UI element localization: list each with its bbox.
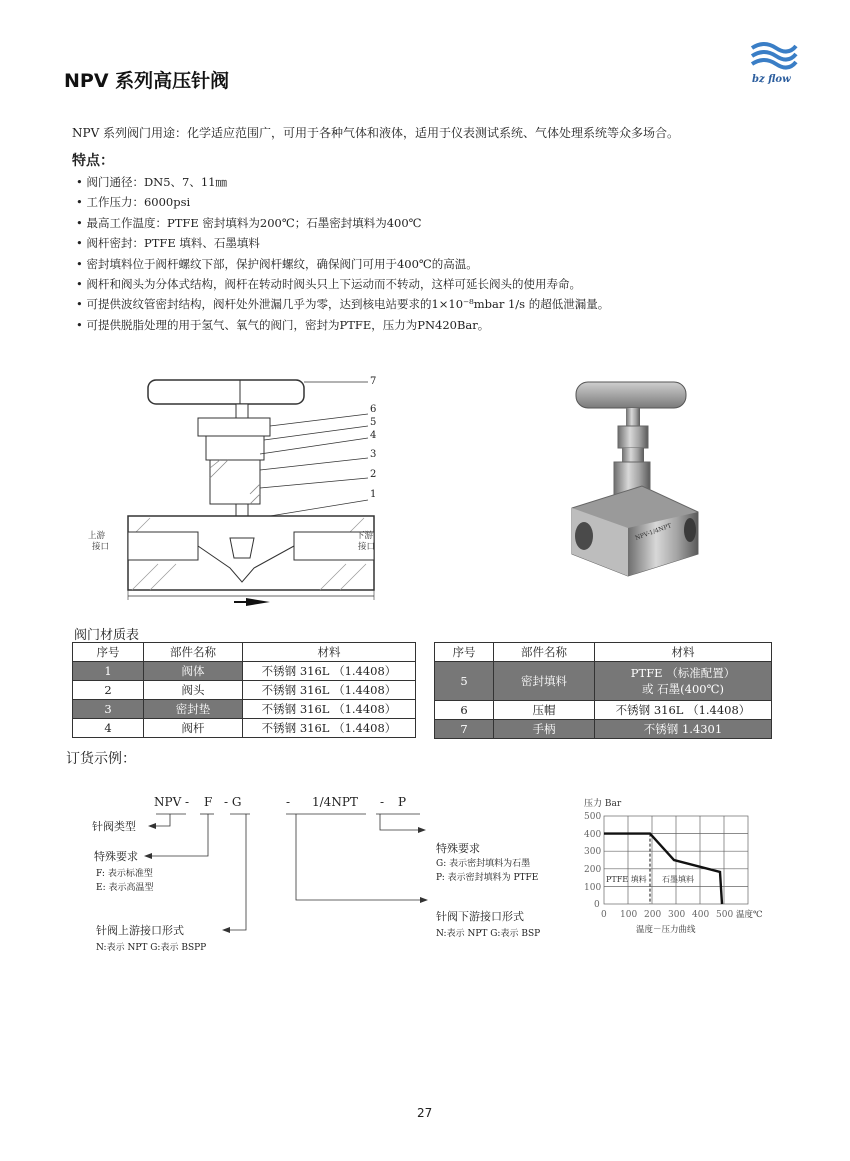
svg-text:500: 500 [716,910,734,920]
materials-heading: 阀门材质表 [74,628,140,643]
code-p: P [398,795,407,809]
table-row: 6 压帽 不锈钢 316L （1.4408） [435,701,772,720]
table-row: 2 阀头 不锈钢 316L （1.4408） [73,681,416,700]
svg-text:200: 200 [644,910,662,920]
table-row: 7 手柄 不锈钢 1.4301 [435,720,772,739]
inlet-label-1: 上游 [88,531,106,541]
col-header-material: 材料 [595,643,772,662]
feature-item: • 阀门通径：DN5、7、11㎜ [76,172,609,192]
feature-item: • 可提供波纹管密封结构，阀杆处外泄漏几乎为零，达到核电站要求的1×10⁻⁸mbar 1/s 的超低泄漏量。 [76,294,609,314]
col-header-no: 序号 [435,643,494,662]
col-header-part: 部件名称 [144,643,243,662]
special-f: F: 表示标准型 [96,869,153,879]
feature-item: • 密封填料位于阀杆螺纹下部，保护阀杆螺纹，确保阀门可用于400℃的高温。 [76,254,609,274]
valve-cross-section [88,368,400,618]
curve-graphite-label: 石墨填料 [662,875,694,884]
order-heading: 订货示例： [66,751,136,767]
feature-item: • 阀杆密封：PTFE 填料、石墨填料 [76,233,609,253]
outlet-label-1: 下游 [356,531,374,541]
code-npv: NPV - [154,795,190,809]
order-code-diagram [90,790,560,960]
upstream-desc: N:表示 NPT G:表示 BSPP [96,943,207,953]
svg-text:0: 0 [601,910,607,920]
col-header-material: 材料 [243,643,416,662]
outlet-label-2: 接口 [358,542,376,552]
right-special-g: G: 表示密封填料为石墨 [436,859,531,869]
features-list [76,172,609,335]
type-label: 针阀类型 [92,820,136,833]
materials-table-left [72,642,416,738]
callout-6: 6 [370,404,377,415]
table-row: 3 密封垫 不锈钢 316L （1.4408） [73,700,416,719]
feature-item: • 可提供脱脂处理的用于氢气、氧气的阀门，密封为PTFE，压力为PN420Bar。 [76,315,609,335]
callout-5: 5 [370,417,377,428]
feature-item: • 最高工作温度：PTFE 密封填料为200℃；石墨密封填料为400℃ [76,213,609,233]
upstream-label: 针阀上游接口形式 [96,924,184,937]
callout-3: 3 [370,449,377,460]
right-special-label: 特殊要求 [436,842,480,855]
callout-2: 2 [370,469,377,480]
inlet-label-2: 接口 [92,542,110,552]
downstream-label: 针阀下游接口形式 [436,910,524,923]
svg-text:400: 400 [692,910,710,920]
svg-text:0: 0 [594,900,600,910]
curve-caption: 温度－压力曲线 [636,925,696,935]
code-dash2: - [380,795,385,809]
right-special-p: P: 表示密封填料为 PTFE [436,873,539,883]
svg-text:200: 200 [584,865,602,875]
photo-engraving: NPV-1/4NPT [634,522,673,542]
callout-4: 4 [370,430,377,441]
svg-text:400: 400 [584,830,602,840]
code-f: F [204,795,213,809]
feature-item: • 阀杆和阀头为分体式结构，阀杆在转动时阀头只上下运动而不转动，这样可延长阀头的使用寿命。 [76,274,609,294]
svg-text:300: 300 [584,847,602,857]
brand-logo [744,38,800,88]
code-conn: 1/4NPT [312,795,358,809]
code-g: - G [224,795,242,809]
callout-1: 1 [370,489,377,500]
code-dash: - [286,795,291,809]
downstream-desc: N:表示 NPT G:表示 BSP [436,929,541,939]
callout-7: 7 [370,376,377,387]
table-row: 1 阀体 不锈钢 316L （1.4408） [73,662,416,681]
col-header-no: 序号 [73,643,144,662]
table-row: 4 阀杆 不锈钢 316L （1.4408） [73,719,416,738]
materials-table-right [434,642,772,739]
pressure-temperature-curve [580,796,780,942]
page-title: NPV 系列高压针阀 [64,70,230,92]
col-header-part: 部件名称 [494,643,595,662]
valve-photo [562,378,702,576]
svg-text:100: 100 [584,883,602,893]
logo-text: bz flow [752,74,791,85]
svg-text:500: 500 [584,812,602,822]
page-number: 27 [417,1106,433,1120]
special-label: 特殊要求 [94,850,138,863]
curve-ptfe-label: PTFE 填料 [606,875,647,884]
curve-ylabel: 压力 Bar [584,799,622,809]
svg-text:300: 300 [668,910,686,920]
intro-text: NPV 系列阀门用途：化学适应范围广，可用于各种气体和液体，适用于仪表测试系统、气体处理系统等众多场合。 [72,126,680,140]
features-heading: 特点： [72,153,114,169]
table-row: 5 密封填料 PTFE （标准配置） 或 石墨(400℃) [435,662,772,701]
feature-item: • 工作压力：6000psi [76,192,609,212]
special-e: E: 表示高温型 [96,883,154,893]
curve-xlabel: 温度℃ [736,910,763,920]
svg-text:100: 100 [620,910,638,920]
